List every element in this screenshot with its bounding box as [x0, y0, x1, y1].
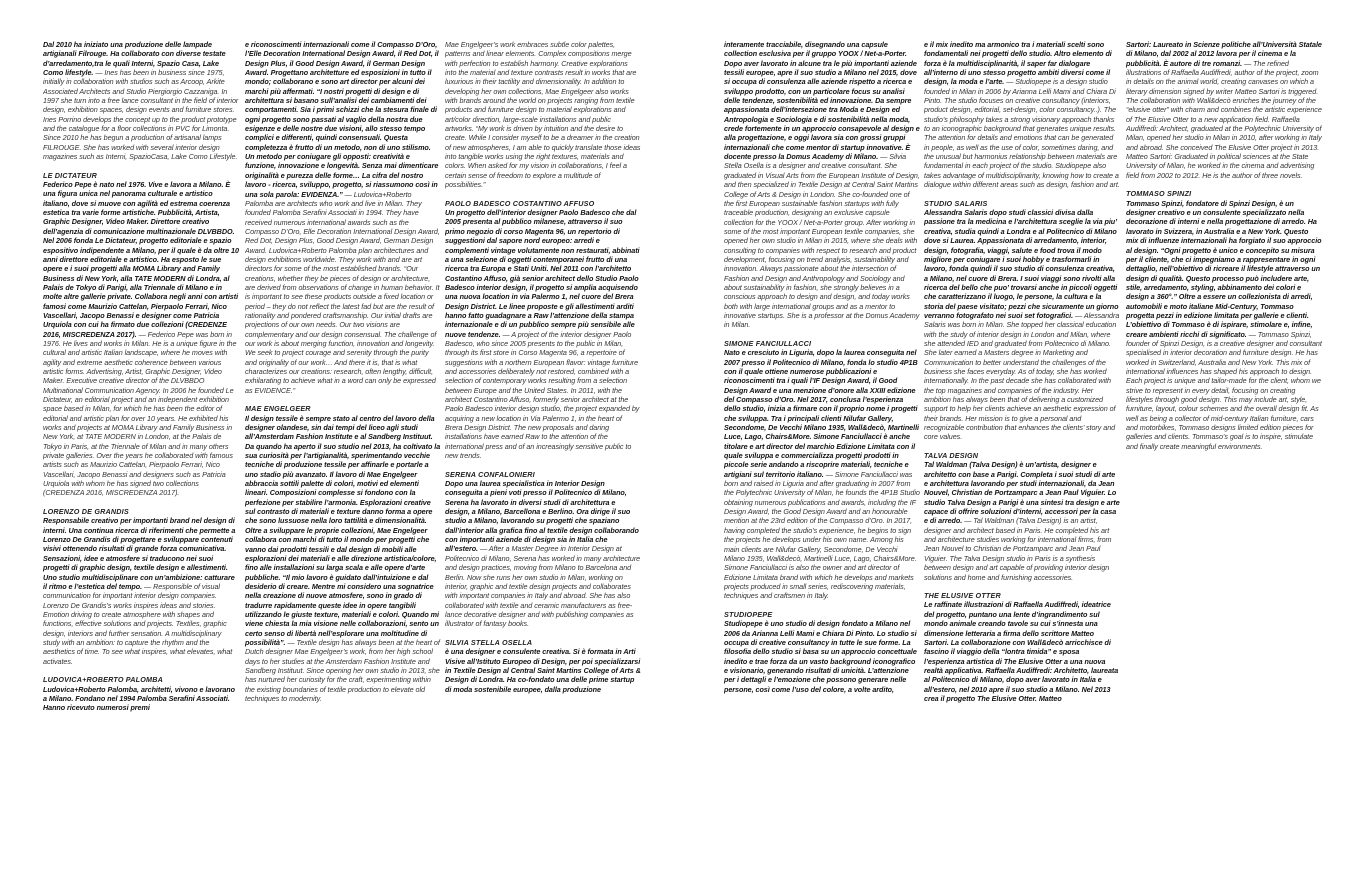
bio-italian: Studiopepe è uno studio di design fondato a Milano nel 2006 da Arianna Lelli Mami e Chiara Di Pinto. Lo studio si occupa di creative consultancy in tutte le sue forme. La filosofia dello studio si basa su un approccio concettuale inedito e trae forza da un vasto background iconografico e visionario, generando risultati di unicità. L’attenzione per i dettagli e l’emozione che possono generare nelle persone, così come l’uso del colore, a volte ardito,: [724, 619, 917, 694]
bio-italian: Ludovica+Roberto Palomba, architetti, vivono e lavorano a Milano. Fondano nel 1994 Palomba Serafini Associati. Hanno ricevuto numerosi premi: [43, 684, 235, 713]
bio-italian: Dopo una laurea specialistica in Interior Design conseguita a pieni voti presso il Politecnico di Milano, Serena ha lavorato in diversi studi di architettura e design, a Milano, Barcellona e Berlino. Ora dirige il suo studio a Milano, lavorando su progetti che spaziano dall’interior alla grafica fino al textile design collaborando con importanti aziende di design sia in Italia che all’estero.: [445, 479, 639, 554]
bio-english: — Ines has been in business since 1975, initially in collaboration with studios such as Arcoop, Arkite Associated Architects and Studio Piergiorgio Cazzaniga. In 1997 she turn into a free lance consultant in the field of interior design, exhibition spaces, design events and furniture stores. Ines Porrino develops the concept up to the product prototype and the catalogue for a floor collections in PVC for Limonta. Since 2010 he has begun a production of artisanal lamps FILROUGE. She has worked with several interior design magazines such as Interni, SpazioCasa, Lake Como Lifestyle.: [43, 68, 239, 162]
designer-heading: SERENA CONFALONIERI: [445, 469, 535, 479]
bio-paragraph: [724, 619, 920, 694]
bio-paragraph: [43, 40, 239, 161]
bio-italian: Tommaso Spinzi, fondatore di Spinzi Design, è un designer creativo e un consulente specializzato nella decorazione di interni e nella progettazione di arredo. Ha lavorato in Svizzera, in Australia e a New York. Questo mix di influenze internazionali ha forgiato il suo approccio al design. “Ogni progetto è unico e concepito su misura per il cliente, che ci impegniamo a rappresentare in ogni dettaglio, nell’obiettivo di ricreare il lifestyle attraverso un design di qualità. Questo processo può includere arte, stile, arredamento, styling, abbinamento dei colori e design a 360°.” Oltre a essere un collezionista di arredi, automobili e moto italiane Mid-Century, Tommaso progetta pezzi in edizione limitata per gallerie e clienti. L’obiettivo di Tommaso è di ispirare, stimolare e, infine, creare ambienti ricchi di significato.: [1126, 198, 1322, 339]
bio-paragraph: [43, 685, 239, 713]
bio-italian: Un progetto dell’interior designer Paolo Badesco che dal 2005 presenta al pubblico milanese, attraverso il suo primo negozio di corso Magenta 96, un repertorio di suggestioni dal sapore nord europeo: arredi e complementi vintage volutamente non restaurati, abbinati a una selezione di oggetti contemporanei frutto di una ricerca tra Europa e Stati Uniti. Nel 2011 con l’architetto Costantino Affuso, già senior architect dello Studio Paolo Badesco interior design, il progetto si amplia acquisendo una nuova location in via Palermo 1, nel cuore del Brera Design District. Le linee proposte e gli allestimenti arditi hanno fatto guadagnare a Raw l’attenzione della stampa internazionale e di un pubblico sempre più sensibile alle nuove tendenze.: [445, 208, 640, 339]
bio-paragraph: [924, 460, 1120, 581]
bio-italian: Federico Pepe è nato nel 1976. Vive e lavora a Milano. È una figura unica nel panorama culturale e artistico italiano, dove si muove con agilità ed estrema coerenza estetica tra varie forme artistiche. Pubblicità, Artista, Graphic Designer, Video Maker. Direttore creativo dell’agenzia di comunicazione multinazionale DLVBBDO. Nel 2006 fonda Le Dictateur, progetto editoriale e spazio espositivo indipendente a Milano, per il quale è da oltre 10 anni direttore editoriale e artistico. Ha esposto le sue opere e i suoi progetti alla MOMA Library and Family Business di New York, alla TATE MODERN di Londra, al Palais de Tokyo di Parigi, alla Triennale di Milano e in molte altre gallerie private. Collabora negli anni con artisti famosi come Maurizio Cattelan, Pierpaolo Ferrari, Nico Vascellari, Jacopo Benassi e designer come Patricia Urquiola con cui ha firmato due collezioni (CREDENZE 2016, MISCREDENZA 2017).: [43, 180, 239, 339]
bio-italian: Alessandra Salaris dopo studi classici divisa dalla passione tra la medicina e l’architettura sceglie la via piu’ creativa, studia quindi a Londra e al Politecnico di Milano dove si Laurea. Appassionata di arredamento, interior, design, fotografia, viaggi, salute e food trova il modo migliore per coniugare i suoi hobby e trasformarli in lavoro, fonda quindi il suo studio di consulenza creativa, a Milano, nel cuore di Brera. I suoi viaggi sono rivolti alla ricerca del bello che puo’ trovarsi anche in piccoli oggetti che caratterizzano il luogo, le persone, la cultura e la storia del paese visitato; pezzi che sicuramente un giorno verranno fotografato nei suoi set fotografici.: [924, 208, 1119, 320]
text-column-6: [1126, 40, 1322, 870]
designer-heading: MAE ENGELGEER: [245, 404, 311, 414]
designer-heading: STUDIO SALARIS: [924, 198, 988, 208]
bio-english: — Ludovica+Roberto Palomba are architects who work and live in Milan. They founded Palomba Serafini Associati in 1994. They have received numerous international awards such as the Compasso D’Oro, Elle Decoration International Design Award, Red Dot, Design Plus, Good Design Award, German Design Award. Ludovica+Roberto Palomba plan architectures and design exhibitions worldwide. They work with and are art directors for some of the most established brands. “Our creations, whether they be pieces of design or architecture, are derived from observations of change in human behavior. It is important to see these products outside a fixed location or period – they do not reflect the latest fad but are the result of rationality and pondered craftsmanship. Our initial drafts are projections of our own needs. Our two visions are complementary and our design consensual. The challenge of our work is about merging function, innovation and longevity. We seek to project courage and serenity through the purity and originality of our work… And there it is, that is what characterizes our creations: research, often lengthy, difficult, exhilarating to achieve what in a word can only be expressed as EVIDENCE.”: [245, 189, 440, 395]
bio-english: — Studiopepe is a design studio founded in Milan in 2006 by Arianna Lelli Mami and Chiara Di Pinto. The studio focuses on creative consultancy (interiors, product design, editorial, set-design, color consultancy..). The studio’s philosophy takes a strong visionary approach thanks to an iconographic background that generates unique results. The attention for details and emotions that can be generated in people, as well as the use of color, sometimes daring, and the unusual but harmonius relationship between materials are fundamental in each project of the studio. Studiopepe also takes advantage of multidisciplinarity, knowing how to create a dialogue within different areas such as design, fashion and art.: [924, 77, 1120, 190]
text-column-2: [245, 40, 441, 870]
designer-heading: TOMMASO SPINZI: [1126, 189, 1192, 199]
bio-english: — The refined illustrations of Raffaella Audiffredi, author of the project, zoom in details on the animal world, creating canvases on which a literary dimension signed by writer Matteo Sartori is triggered. The collaboration with Wall&decò enriches the journey of the “elusive otter” with charm and combines the artistic experience of The Elusive Otter to a new application field. Raffaella Audiffredi: Architect, graduated at the Polytechnic University of Milan, opened her studio in Milan in 2010, after working in Italy and abroad. She conceived The Elusive Otter project in 2013. Matteo Sartori: Graduated in political sciences at the State University of Milan, he worked in the cinema and advertising field from 2002 to 2012. He is the author of three novels.: [1126, 58, 1322, 180]
bio-english: — Responsible of visual communication for important interior design companies. Lorenzo De Grandis’s works inspires ideas and stories. Emotion driving to create atmosphere with shapes and functions, effective solutions and projects. Textiles, graphic design, interiors and further sensation. A multidisciplinary study with an ambition: to capture the rhythm and the aesthetics of time. To see what inspires, what elevates, what activates.: [43, 581, 233, 666]
designer-heading: TALVA DESIGN: [924, 451, 979, 461]
bio-italian: Tal Waldman (Talva Design) è un’artista, designer e architetto con base a Parigi. Completa i suoi studi di arte e architettura lavorando per studi internazionali, da Jean Nouvel, Christian de Portzamparc a Jean Paul Viguier. Lo studio Talva Design a Parigi è una sintesi tra design e arte capace di offrire soluzioni d’interni, accessori per la casa e di arredo.: [924, 460, 1120, 526]
bio-english: — A project of the interior designer Paolo Badesco, who since 2005 presents to the public in Milan, through its first store in Corso Magenta 96, a repertoire of suggestions with a northern European flavor: vintage furniture and accessories deliberately not restored, combined with a selection of contemporary works resulting from a selection between Europe and the United States. In 2011, with the architect Costantino Affuso, formerly senior architect at the Paolo Badesco interior design studio, the project expanded by acquiring a new location in Via Palermo 1, in the heart of Brera Design District. The new proposals and daring installations have earned Raw to the attention of the international press and of an increasingly sensitive public to new trends.: [445, 329, 640, 461]
designer-heading: PAOLO BADESCO COSTANTINO AFFUSO: [445, 198, 595, 208]
bio-english: — Tal Waldman (Talva Design) is an artist, designer and architect based in Paris. He completed his art and architecture studies working for international firms, from Jean Nouvel to Christian de Portzamparc and Jean Paul Viguier. The Talva Design studio in Paris is a synthesis between design and art capable of providing interior design solutions and home and furnishing accessories.: [924, 516, 1112, 582]
bio-paragraph: [924, 40, 1120, 190]
bio-english: — Textile design has always been at the heart of Dutch designer Mae Engelgeer’s work, from her high school days to her studies at the Amsterdam Fashion Institute and Sandberg Instituut. Since opening her own studio in 2013, she has nurtured her curiosity for the craft, experimenting within the existing boundaries of textile production to elevate old techniques to modernity.: [245, 637, 440, 704]
bio-italian: Nato e cresciuto in Liguria, dopo la laurea conseguita nel 2007 presso il Politecnico di Milano, fonda lo studio 4P1B con il quale ottiene numerose pubblicazioni e riconoscimenti tra i quali l’IF Design Award, il Good Design Award e una menzione d’onore alla XXIII edizione del Compasso d’Oro. Nel 2017, conclusa l’esperienza dello studio, inizia a firmare con il proprio nome i progetti che sviluppa. Tra i principali clienti Nilufar Gallery, Secondome, De Vecchi Milano 1935, Wall&decò, Martinelli Luce, Lago, Chairs&More. Simone Fanciullacci è anche titolare e art director del marchio Edizione Limitata con il quale sviluppa e commercializza progetti prodotti in piccole serie andando a riscoprire materiali, tecniche e artigiani sul territorio italiano.: [724, 348, 919, 479]
bio-paragraph: [924, 600, 1120, 703]
bio-paragraph: [445, 647, 641, 694]
bio-paragraph: [43, 516, 239, 666]
bio-english: — Simone Fanciullacci was born and raised in Liguria and after graduating in 2007 from the Polytechnic University of Milan, he founds the 4P1B Studio obtaining numerous publications and awards, including the IF Design Award, the Good Design Award and an honourable mention at the 23rd edition of the Compasso d’Oro. In 2017, having completed the studio’s experience, he begins to sign the projects he develops under his own name. Among his main clients are Nilufar Gallery, Secondome, De Vecchi Milano 1935, Wall&decò, Martinelli Luce, Lago, Chairs&More. Simone Fanciullacci is also the owner and art director of Edizione Limitata brand with which he develops and markets projects produced in small series, rediscovering materials, techniques and craftsmen in Italy.: [724, 469, 920, 601]
bio-english: — Federico Pepe was born in 1976. He lives and works in Milan. He is a unique figure in the cultural and artistic Italian landscape, where he moves with agility and extreme aesthetic coherence between various artistic forms. Advertising, Artist, Graphic Designer, Video Maker. Executive creative director of the DLVBBDO Multinational Communication Agency. In 2006 he founded Le Dictateur, an editorial project and an independent exhibition space based in Milan, for which he has been the editor of editorial and artistic plan for over 10 years. He exhibited his works and projects at MOMA Library and Family Business in New York, at TATE MODERN in London, at the Palais de Tokyo in Paris, at the Triennale of Milan and in many others private galleries. Over the years he collaborated with famous artists such as Maurizio Cattelan, Pierpaolo Ferrari, Nico Vascellari, Jacopo Benassi and designers such as Patricia Urquiola with whom he has signed two collections (CREDENZA 2016, MISCREDENZA 2017).: [43, 329, 237, 498]
bio-paragraph: [924, 208, 1120, 442]
bio-paragraph: [43, 180, 239, 498]
bio-paragraph: [445, 40, 641, 190]
bio-italian: interamente tracciabile, disegnando una capsule collection esclusiva per il gruppo YOOX / Net-a-Porter. Dopo aver lavorato in alcune tra le più importanti aziende tessili europee, apre il suo studio a Milano nel 2015, dove si occupa di consulenza alle aziende rispetto a ricerca e sviluppo prodotto, con un particolare focus su analisi delle tendenze, sostenibilità ed innovazione. Da sempre appassionata dell’intersezione tra Moda e Design ed Antropologia e Sociologia e di sostenibilità nella moda, crede fortemente in un approccio consapevole al design e alla progettazione, e oggi lavora sia con grossi gruppi internazionali che come mentor di startup innovative. È docente presso la Domus Academy di Milano.: [724, 40, 920, 162]
bio-english: — Tommaso Spinzi, founder of Spinzi Design, is a creative designer and consultant specialised in interior decoration and furniture design. He has worked in Switzerland, Australia and New York. This mix of international influences has shaped his approach to design. Each project is unique and tailor-made for the client, whom we strive to represent in every detail, focusing on creating lifestyles through good design. This may include art, style, furniture, layout, colour schemes and the overall design fit. As well as being a collector of mid-century Italian furniture, cars and motorbikes, Tommaso designs limited edition pieces for galleries and clients. Tommaso’s goal is to inspire, stimulate and finally create meaningful environments.: [1126, 329, 1322, 451]
designer-heading: SILVIA STELLA OSELLA: [445, 637, 533, 647]
bio-italian: e il mix inedito ma armonico tra i materiali scelti sono fondamentali nei progetti dello studio. Altro elemento di forza è la multidisciplinarità, il saper far dialogare all’interno di uno stesso progetto ambiti diversi come il design, la moda e l’arte.: [924, 40, 1112, 87]
bio-italian: Il design tessile è sempre stato al centro del lavoro della designer olandese, sin dai tempi del liceo agli studi all’Amsterdam Fashion Institute e al Sandberg Instituut. Da quando ha aperto il suo studio nel 2013, ha coltivato la sua curiosità per l’artigianalità, sperimentando vecchie tecniche di produzione tessile per affinarle e portarle a uno stadio più avanzato. Il lavoro di Mae Engelgeer abbraccia sottili palette di colori, motivi ed elementi lineari. Composizioni complesse si fondono con la perfezione per stabilire l’armonia. Esplorazioni creative sul contrasto di materiali e texture danno forma a opere che sono lussuose nella loro tattilità e dimensionalità. Oltre a sviluppare le proprie collezioni, Mae Engelgeer collabora con marchi di tutto il mondo per progetti che vanno dai prodotti tessili e dal design di mobili alle esplorazioni dei materiali e alle direzione artistica/colore, fino alle installazioni su larga scala e alle opere d’arte pubbliche. “Il mio lavoro è guidato dall’intuizione e dal desiderio di creare. Mentre mi considero una sognatrice nella creazione di nuove atmosfere, sono in grado di tradurre rapidamente queste idee in opere tangibili utilizzando le giuste texture, materiali e colori. Quando mi viene chiesta la mia visione nelle collaborazioni, sento un certo senso di libertà nell’esplorare una moltitudine di possibilità”.: [245, 413, 441, 647]
bio-paragraph: [1126, 40, 1322, 180]
bio-italian: Dal 2010 ha iniziato una produzione delle lampade artigianali Filrouge. Ha collaborato con diverse testate d’arredamento,tra le quali Interni, Spazio Casa, Lake Como lifestyle.: [43, 40, 226, 78]
designer-heading: STUDIOPEPE: [724, 609, 773, 619]
bio-paragraph: [445, 208, 641, 460]
bio-english: — After a Master Degree in Interior Design at Politecnico di Milano, Serena has worked in many architecture and design practices, moving from Milano to Barcelona and Berlin. Now she runs her own studio in Milan, working on interior, graphic and textile design projects and collaborates with important companies in Italy and abroad. She has also collaborated with textile and ceramic manufacturers as free-lance decorative designer and with publishing companies as illustrator of fantasy books.: [445, 544, 641, 629]
bio-paragraph: [445, 479, 641, 629]
bio-italian: è una designer e consulente creativa. Si è formata in Arti Visive all’Istituto Europeo di Design, per poi specializzarsi in Textile Design al Central Saint Martins College of Arts & Design di Londra. Ha co-fondato una delle prime startup di moda sostenibile europee, dalla produzione: [445, 647, 641, 694]
bio-italian: Le raffinate illustrazioni di Raffaella Audiffredi, ideatrice del progetto, puntano una lente d’ingrandimento sul mondo animale creando tavole su cui s’innesta una dimensione letteraria a firma dello scrittore Matteo Sartori. La collaborazione con Wall&decò arricchisce di fascino il viaggio della “lontra timida” e sposa l’esperienza artistica di The Elusive Otter a una nuova realtà applicativa. Raffaella Audiffredi: Architetto, laureata al Politecnico di Milano, dopo aver lavorato in Italia e all’estero, nel 2010 apre il suo studio a Milano. Nel 2013 crea il progetto The Elusive Otter. Matteo: [924, 600, 1119, 703]
designer-heading: LUDOVICA+ROBERTO PALOMBA: [43, 675, 164, 685]
designer-heading: SIMONE FANCIULLACCI: [724, 338, 812, 348]
bio-paragraph: [724, 348, 920, 600]
text-column-4: [724, 40, 920, 870]
designer-heading: LE DICTATEUR: [43, 170, 98, 180]
text-column-5: [924, 40, 1120, 870]
bio-english: — Silvia Stella Osella is a designer and creative consultant. She graduated in Visual Arts from the European Institute of Design, and then specialized in Textile Design at Central Saint Martins College of Arts & Design in London. She co-founded one of the first European sustainable fashion startups with fully traceable production, designing an exclusive capsule collection for the YOOX / Net-a-Porter group. After working in some of the most important European textile companies, she opened her own studio in Milan in 2015, where she deals with consulting to companies with respect to research and product development, focusing on trend analysis, sustainability and innovation. Always passionate about the intersection of Fashion and Design and Anthropology and Sociology and about sustainability in fashion, she strongly believes in a conscious approach to design and design, and today works both with large international groups and as a mentor to innovative startups. She is a professor at the Domus Academy in Milan.: [724, 152, 920, 330]
bio-paragraph: [245, 414, 441, 704]
designer-heading: LORENZO DE GRANDIS: [43, 507, 129, 517]
bio-paragraph: [245, 40, 441, 395]
bio-english: Mae Engelgeer’s work embraces subtle color palettes, patterns and linear elements. Complex compositions merge with perfection to establish harmony. Creative explorations into the material and texture contrasts result in works that are luxurious in their tactility and dimensionality. In addition to developing her own collections, Mae Engelgeer also works with brands around the world on projects ranging from textile products and furniture design to material explorations and art/color direction, large-scale installations and public artworks. “My work is driven by intuition and the desire to create. While I consider myself to be a dreamer in the creation of new atmospheres, I am able to quickly translate those ideas into tangible works using the right textures, materials and colors. When asked for my vision in collaborations, I feel a certain sense of freedom to explore a multitude of possibilities.”: [445, 40, 641, 190]
bio-paragraph: [1126, 199, 1322, 451]
designer-heading: THE ELUSIVE OTTER: [924, 591, 1001, 601]
bio-italian: Sartori: Laureato in Scienze politiche all’Università Statale di Milano, dal 2002 al 2012 lavora per il cinema e la pubblicità. È autore di tre romanzi.: [1126, 40, 1322, 68]
bio-paragraph: [724, 40, 920, 330]
text-column-1: [43, 40, 239, 870]
bio-english: — Alessandra Salaris was born in Milan. She topped her classical education with the study of interior design in London and Milan, where she attended IED and graduated from Politecnico di Milano. She later earned a Masters degree in Marketing and Communication to better understand the challenges of the business she faces everyday. As of today, she has worked internationally. In the past decade she has collaborated with the top magazines and companies of the industry. Her ambition has always been that of delivering a customized support to help her clients achieve an aesthetic expression of their brands. Her mission is to give a personal and recognizable contribution that enhances the clients’ story and core values.: [924, 310, 1120, 442]
text-column-3: [445, 40, 641, 870]
bio-italian: e riconoscimenti internazionali come il Compasso D’Oro, l’Elle Decoration International Design Award, il Red Dot, il Design Plus, il Good Design Award, il German Design Award. Progettano architetture ed esposizioni in tutto il mondo; collaborano e sono art director per alcuni dei marchi più affermati. “I nostri progetti di design e di architettura si basano sull’analisi dei cambiamenti dei comportamenti. Sia i primi schizzi che la stesura finale di ogni progetto sono passati al vaglio della nostra due esigenze e delle nostre due visioni, allo stesso tempo complici e differenti, quindi consensuali. Questa completezza è frutto di un metodo, non di uno stilismo. Un metodo per coniugare gli opposti: creatività e funzione, innovazione e longevità. Senza mai dimenticare originalità e purezza delle forme… La cifra del nostro lavoro - ricerca, sviluppo, progetto, si riassumono così in una sola parola: EVIDENZA.”: [245, 40, 439, 199]
bio-italian: Responsabile creativo per importanti brand nel design di interni. Una continua ricerca di riferimenti che permette a Lorenzo De Grandis di progettare e sviluppare contenuti visivi ottenendo risultati di grande forza comunicativa. Sensazioni, idee e atmosfere si traducono nei suoi progetti di graphic design, textile design e allestimenti. Uno studio multidisciplinare con un’ambizione: catturare il ritmo e l’estetica del tempo.: [43, 516, 236, 591]
